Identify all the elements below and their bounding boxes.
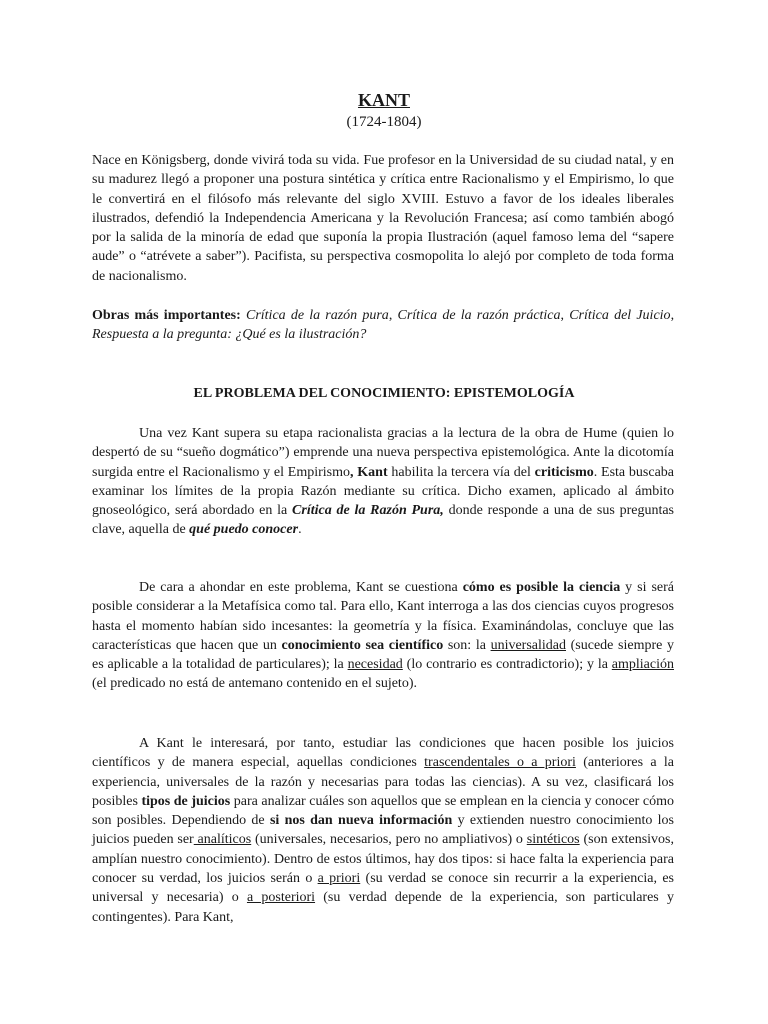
work-title: Crítica del Juicio <box>569 308 671 323</box>
bold-term: si nos dan nueva información <box>269 813 453 829</box>
work-title: Crítica de la razón pura <box>245 308 389 323</box>
text-run: son: la <box>443 637 491 653</box>
text-run: (son extensivos, amplían nuestro conocimiento). Dentro de estos últimos, hay dos tipos: si hace falta la experiencia para conocer su verdad, los juicios serán o <box>92 832 674 887</box>
text-run: y si será posible considerar a la Metafísica como tal. Para ello, Kant interroga a las dos ciencias cuyos progresos hasta el momento habían sido incesantes: la geometría y la física. Examinándolas, concluye que las características que hacen que un <box>92 580 674 653</box>
separator: , <box>670 308 675 323</box>
bold-italic-title: Crítica de la Razón Pura, <box>292 503 444 519</box>
text-run: (anteriores a la experiencia, universales de la razón y necesarias para todas las ciencias). A su vez, clasificará los posibles <box>92 755 675 809</box>
text-run: (el predicado no está de antemano contenido en el sujeto). <box>92 676 417 692</box>
work-title: Crítica de la razón práctica <box>397 308 561 323</box>
bold-run: , Kant <box>350 464 388 480</box>
text-run: . Esta buscaba examinar los límites de la propia Razón mediante su crítica. Dicho examen, aplicado al ámbito gnoseológico, será abordado en la <box>92 464 675 519</box>
bold-term: conocimiento sea científico <box>281 637 444 653</box>
text-run: (su verdad depende de la experiencia, son particulares y contingentes). Para Kant, <box>92 890 674 925</box>
underlined-term: a posteriori <box>246 890 316 906</box>
biography-paragraph: Nace en Königsberg, donde vivirá toda su vida. Fue profesor en la Universidad de su ciudad natal, y en su madurez llegó a proponer una postura sintética y crítica entre Racionalismo y el Empirismo, lo que le convertirá en el filósofo más relevante del siglo XVIII. Estuvo a favor de los ideales liberales ilustrados, defendió la Independencia Americana y la Revolución Francesa; así como también abogó por la salida de la minoría de edad que suponía la propia Ilustración (aquel famoso lema del “sapere aude” o “atrévete a saber”). Pacifista, su perspectiva cosmopolita lo alejó por completo de toda forma de nacionalismo. <box>92 153 674 284</box>
text-run: para analizar cuáles son aquellos que se emplean en la ciencia y conocer cómo son posibles. Dependiendo de <box>92 793 674 829</box>
text-run: habilita la tercera vía del <box>387 464 535 480</box>
section-heading: EL PROBLEMA DEL CONOCIMIENTO: EPISTEMOLOGÍA <box>193 386 575 401</box>
text-run: donde responde a una de sus preguntas clave, aquella de <box>92 503 674 538</box>
text-run: A Kant le interesará, por tanto, estudiar las condiciones que hacen posible los juicios científicos y de manera especial, aquellas condiciones <box>92 736 674 771</box>
text-run: Una vez Kant supera su etapa racionalista gracias a la lectura de la obra de Hume (quien lo despertó de su “sueño dogmático”) emprende una nueva perspectiva epistemológica. Ante la dicotomía surgida entre el Racionalismo y el Empirismo <box>92 426 674 480</box>
underlined-term: analíticos <box>193 832 252 848</box>
body-paragraph-1 <box>92 424 674 540</box>
life-dates: (1724-1804) <box>346 114 422 130</box>
underlined-term: a priori <box>317 871 361 887</box>
text-run: De cara a ahondar en este problema, Kant se cuestiona <box>139 580 463 595</box>
works-label: Obras más importantes: <box>92 308 241 323</box>
bold-term: cómo es posible la ciencia <box>462 580 621 595</box>
text-run: . <box>298 522 302 538</box>
text-run: (sucede siempre y es aplicable a la totalidad de particulares); la <box>92 637 674 673</box>
underlined-term: sintéticos <box>526 832 580 848</box>
underlined-term: universalidad <box>490 637 566 653</box>
bold-term: tipos de juicios <box>141 793 231 809</box>
text-run: (lo contrario es contradictorio); y la <box>402 657 612 673</box>
body-paragraph-2 <box>92 578 674 694</box>
body-paragraph-3 <box>92 734 674 927</box>
text-run: (su verdad se conoce sin recurrir a la experiencia, es universal y necesaria) o <box>92 871 674 906</box>
separator: , <box>388 308 398 323</box>
text-run: (universales, necesarios, pero no ampliativos) o <box>251 832 527 848</box>
bold-italic-term: qué puedo conocer <box>189 522 299 538</box>
works-paragraph <box>92 306 674 345</box>
underlined-term: trascendentales o a priori <box>424 755 576 771</box>
text-run: y extienden nuestro conocimiento los juicios pueden ser <box>92 813 674 848</box>
page-title: KANT <box>357 90 410 110</box>
underlined-term: ampliación <box>611 657 674 673</box>
underlined-term: necesidad <box>347 657 403 673</box>
work-title: Respuesta a la pregunta: ¿Qué es la ilustración? <box>92 327 367 343</box>
bold-term: criticismo <box>534 464 594 480</box>
separator: , <box>560 308 570 323</box>
